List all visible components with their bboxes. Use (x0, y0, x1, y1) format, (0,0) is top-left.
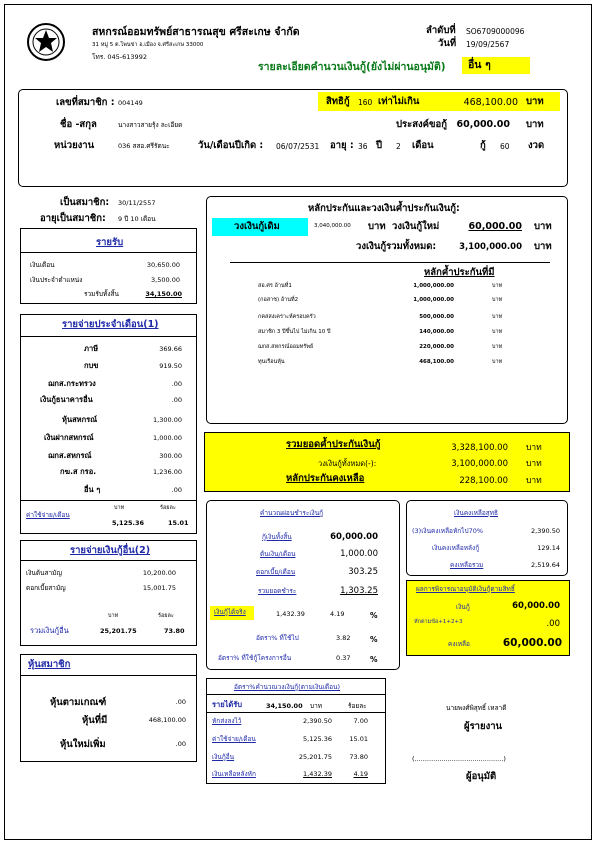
reporter-label: ผู้รายงาน (464, 721, 503, 732)
new-loan-label: วงเงินกู้ใหม่ (392, 221, 440, 232)
installment-value: 1,303.25 (340, 586, 378, 596)
shares-row: หุ้นใหม่เพิ่ม (60, 739, 106, 750)
monthly-row-value: 369.66 (159, 345, 182, 353)
income-row: เงินเดือน (30, 261, 55, 269)
review-title: ผลการพิจารณาอนุมัติเงินกู้ตามสิทธิ์ (416, 585, 515, 593)
purpose-amount: 60,000.00 (456, 119, 510, 130)
monthly-row: ฌกส.กระทรวง (48, 379, 96, 388)
ratio-row-label: เงินกู้อื่น (212, 753, 235, 761)
rate1-pct-sign: % (370, 635, 378, 644)
other-loans-baht-head: บาท (108, 613, 119, 619)
monthly-row: ภาษี (84, 344, 99, 353)
report-title: รายละเอียดคำนวนเงินกู้(ยังไม่ผ่านอนุมัติ) (258, 61, 446, 73)
ratio-title: อัตรา%คำนวณวงเงินกู้(ตามเงินเดือน) (234, 683, 341, 691)
guarantee-items-title: หลักค้ำประกันที่มี (424, 267, 495, 278)
summary-total-value: 3,328,100.00 (451, 443, 508, 453)
guarantee-item-unit: บาท (492, 329, 503, 335)
ratio-pct-head: ร้อยละ (348, 702, 367, 710)
summary-used-baht: บาท (526, 459, 542, 469)
shares-row-value: .00 (175, 698, 186, 706)
net-pct-sign: % (370, 611, 378, 620)
purpose-baht: บาท (526, 119, 544, 130)
review-remain-value: 60,000.00 (502, 637, 562, 649)
monthly-row: กบข (84, 361, 99, 370)
other-loan-value: 10,200.00 (142, 569, 176, 577)
shares-row: หุ้นที่มี (82, 715, 108, 726)
summary-remain-label: หลักประกันคงเหลือ (286, 473, 365, 484)
max-baht: บาท (526, 96, 544, 107)
guarantee-item-value: 500,000.00 (419, 314, 454, 320)
rate2-pct-sign: % (370, 655, 378, 664)
income-total: 34,150.00 (145, 290, 182, 298)
loan-label: กู้ (480, 140, 486, 151)
year-label: ปี (376, 140, 383, 151)
net-loan-label: เงินกู้ได้จริง (210, 606, 254, 620)
guarantee-item-value: 468,100.00 (419, 359, 454, 365)
total-loan-label: วงเงินกู้รวมทั้งหมด: (356, 241, 437, 252)
other-loans-title: รายจ่ายเงินกู้อื่น(2) (70, 545, 151, 556)
summary-box (204, 432, 570, 492)
unit-label: หน่วยงาน (54, 140, 95, 151)
ratio-row-value: 5,125.36 (303, 735, 332, 743)
period-label: งวด (528, 140, 545, 151)
installment-title: คำนวณผ่อนชำระเงินกู้ (260, 509, 324, 517)
loan-type-badge: อื่น ๆ (462, 57, 530, 74)
birth-label: วัน/เดือนปีเกิด : (198, 140, 264, 151)
other-loans-total-label: รวมเงินกู้อื่น (30, 626, 69, 635)
income-title: รายรับ (96, 237, 124, 248)
other-loans-pct: 73.80 (164, 627, 185, 635)
age-years: 36 (358, 142, 368, 151)
shares-row-value: .00 (175, 740, 186, 748)
max-label: เท่าไม่เกิน (378, 96, 420, 107)
age-months: 2 (396, 142, 401, 151)
remain-money-value: 2,519.64 (531, 561, 560, 569)
monthly-row-value: 1,000.00 (153, 434, 182, 442)
monthly-baht-head: บาท (114, 505, 125, 511)
ratio-baht-head: บาท (310, 702, 323, 710)
ratio-row-label: ค่าใช้จ่าย/เดือน (212, 735, 256, 743)
since-value: 30/11/2557 (118, 199, 156, 207)
date-label: วันที่ (438, 38, 457, 49)
purpose-label: ประสงค์ขอกู้ (396, 119, 447, 130)
other-loan-row: เงินต้นสามัญ (26, 569, 62, 577)
coop-phone: โทร. 045-613992 (92, 53, 147, 61)
monthly-row: ฌกส.สหกรณ์ (48, 451, 92, 460)
net-loan-value: 1,432.39 (276, 610, 305, 618)
monthly-row-value: 1,300.00 (153, 416, 182, 424)
installment-row: รวมยอดชำระ (258, 587, 297, 595)
old-loan-value: 3,040,000.00 (314, 223, 351, 229)
summary-total-label: รวมยอดค้ำประกันเงินกู้ (286, 439, 381, 450)
review-deduct-value: .00 (546, 619, 560, 629)
ratio-income-value: 34,150.00 (266, 702, 303, 710)
guarantee-item-value: 1,000,000.00 (413, 283, 454, 289)
monthly-row-value: .00 (171, 486, 182, 494)
rate2-value: 0.37 (336, 654, 351, 662)
right-highlight (318, 92, 560, 111)
installment-row: กู้เงินทั้งสิ้น (262, 533, 292, 541)
seq-label: ลำดับที่ (426, 25, 456, 36)
month-label: เดือน (412, 140, 434, 151)
ratio-row-pct: 73.80 (349, 753, 368, 761)
summary-used-label: วงเงินกู้ทั้งหมด(-): (318, 459, 377, 468)
income-row: เงินประจำตำแหน่ง (30, 276, 83, 284)
monthly-row: เงินกู้ธนาคารอื่น (40, 395, 93, 404)
monthly-row: อื่น ๆ (84, 485, 101, 494)
coop-name: สหกรณ์ออมทรัพย์สาธารณสุข ศรีสะเกษ จำกัด (92, 26, 300, 38)
other-loans-pct-head: ร้อยละ (158, 613, 174, 619)
monthly-total-pct: 15.01 (168, 519, 189, 527)
rate1-value: 3.82 (336, 634, 351, 642)
seq-value: SO6709000096 (466, 27, 525, 36)
other-loan-value: 15,001.75 (142, 584, 176, 592)
income-row-value: 30,650.00 (146, 261, 180, 269)
shares-row-value: 468,100.00 (148, 716, 186, 724)
monthly-pct-head: ร้อยละ (160, 505, 176, 511)
remain-money-value: 2,390.50 (531, 527, 560, 535)
review-loan-value: 60,000.00 (512, 601, 560, 611)
right-times: 160 (358, 98, 373, 107)
rate2-label: อัตรา% ที่ใช้กู้โครงการอื่น (218, 654, 292, 662)
monthly-total-value: 5,125.36 (112, 519, 145, 527)
remain-money-row: (3)เงินคงเหลือหักไป70% (412, 527, 484, 535)
monthly-row-value: .00 (171, 396, 182, 404)
member-no-label: เลขที่สมาชิก : (56, 97, 115, 108)
membership-age-label: อายุเป็นสมาชิก: (40, 213, 106, 224)
birth-value: 06/07/2531 (276, 142, 320, 151)
guarantee-item-value: 140,000.00 (419, 329, 454, 335)
old-loan-baht: บาท (368, 221, 386, 232)
right-label: สิทธิกู้ (326, 96, 350, 107)
rate1-label: อัตรา% ที่ใช้ไป (256, 634, 299, 642)
summary-remain-baht: บาท (526, 476, 542, 486)
age-label: อายุ : (330, 140, 354, 151)
guarantee-item-unit: บาท (492, 314, 503, 320)
monthly-row-value: .00 (171, 380, 182, 388)
coop-address: 31 หมู่ 5 ต.โพนข่า อ.เมือง จ.ศรีสะเกษ 33000 (92, 42, 204, 48)
max-amount: 468,100.00 (463, 97, 518, 108)
remain-money-row: คงเหลือรวม (450, 561, 484, 569)
installment-value: 1,000.00 (340, 549, 378, 559)
installment-box (206, 500, 400, 670)
guarantee-item-unit: บาท (492, 359, 503, 365)
installment-row: ดอกเบี้ย/เดือน (256, 568, 296, 576)
periods-value: 60 (500, 142, 510, 151)
monthly-row: หุ้นสหกรณ์ (62, 415, 98, 424)
guarantee-item-label: ทุนเรือนหุ้น (258, 359, 285, 365)
guarantee-item-unit: บาท (492, 283, 503, 289)
coop-logo (26, 22, 66, 62)
remain-money-title: เงินคงเหลือสุทธิ (454, 509, 498, 517)
guarantee-item-value: 220,000.00 (419, 344, 454, 350)
monthly-row-value: 300.00 (159, 452, 182, 460)
member-no: 004149 (118, 99, 143, 107)
unit-value: 036 สสอ.ศรีรัตนะ (118, 142, 170, 150)
summary-total-baht: บาท (526, 443, 542, 453)
guarantee-item-unit: บาท (492, 297, 503, 303)
date-value: 19/09/2567 (466, 40, 510, 49)
membership-age: 9 ปี 10 เดือน (118, 215, 156, 223)
other-loan-row: ดอกเบี้ยสามัญ (26, 584, 66, 592)
new-loan-baht: บาท (534, 221, 552, 232)
ratio-row-pct: 7.00 (353, 717, 368, 725)
monthly-row-value: 919.50 (159, 362, 182, 370)
installment-value: 303.25 (348, 567, 378, 577)
ratio-row-value: 2,390.50 (303, 717, 332, 725)
monthly-row-value: 1,236.00 (153, 468, 182, 476)
ratio-row-label: หักส่งลงไว้ (212, 717, 242, 725)
ratio-row-label: เงินเหลือหลังหัก (212, 770, 256, 778)
guarantee-item-label: กคสสงเคราะห์ครอบครัว (258, 314, 316, 320)
guarantee-item-value: 1,000,000.00 (413, 297, 454, 303)
shares-row: หุ้นตามเกณฑ์ (50, 697, 107, 708)
shares-title: หุ้นสมาชิก (28, 659, 71, 670)
other-loans-total: 25,201.75 (100, 627, 137, 635)
monthly-row: กฆ.ส กรอ. (60, 467, 97, 476)
new-loan-value: 60,000.00 (468, 221, 522, 232)
guarantee-item-unit: บาท (492, 344, 503, 350)
ratio-row-value: 25,201.75 (298, 753, 332, 761)
income-total-label: รวมรับทั้งสิ้น (84, 290, 119, 298)
total-loan-value: 3,100,000.00 (459, 242, 522, 252)
guarantee-item-label: ฌกส.สหกรณ์ออมทรัพย์ (258, 344, 314, 350)
ratio-row-pct: 4.19 (353, 770, 368, 778)
reporter-name: นายพงศ์พิสุทธิ์ เหลาดี (446, 704, 507, 712)
old-loan-label: วงเงินกู้เดิม (212, 218, 308, 236)
net-loan-pct: 4.19 (330, 610, 345, 618)
remain-money-row: เงินคงเหลือหลังกู้ (432, 544, 480, 552)
summary-remain-value: 228,100.00 (459, 476, 508, 486)
guarantee-title: หลักประกันและวงเงินค้ำประกันเงินกู้: (308, 203, 460, 214)
approver-blank: (...........................................) (412, 755, 506, 763)
remain-money-value: 129.14 (537, 544, 560, 552)
ratio-row-pct: 15.01 (349, 735, 368, 743)
summary-used-value: 3,100,000.00 (451, 459, 508, 469)
guarantee-item-label: สอ.ศร อ้านที่1 (258, 283, 292, 289)
income-row-value: 3,500.00 (151, 276, 180, 284)
monthly-total-label: ค่าใช้จ่าย/เดือน (26, 511, 70, 519)
approver-label: ผู้อนุมัติ (466, 771, 497, 782)
guarantee-item-label: สมาชิก 3 ปีขึ้นไป ไม่เกิน 10 ปี (258, 329, 331, 335)
review-loan-label: เงินกู้ (456, 603, 470, 611)
guarantee-item-label: (กอสาช) อ้านที่2 (258, 297, 299, 303)
name-label: ชื่อ -สกุล (60, 119, 97, 130)
monthly-title: รายจ่ายประจำเดือน(1) (62, 319, 159, 330)
review-remain-label: คงเหลือ (448, 640, 470, 648)
total-loan-baht: บาท (534, 241, 552, 252)
installment-value: 60,000.00 (330, 532, 378, 542)
since-label: เป็นสมาชิก: (60, 197, 110, 208)
installment-row: ต้นเงิน/เดือน (260, 550, 296, 558)
ratio-row-value: 1,432.39 (303, 770, 332, 778)
review-deduct-label: หักตามข้อ+1+2+3 (414, 619, 463, 625)
ratio-income-label: รายได้รับ (212, 700, 243, 709)
monthly-row: เงินฝากสหกรณ์ (44, 433, 94, 442)
member-name: นางสาวสายรุ้ง ละเอียด (118, 121, 183, 129)
